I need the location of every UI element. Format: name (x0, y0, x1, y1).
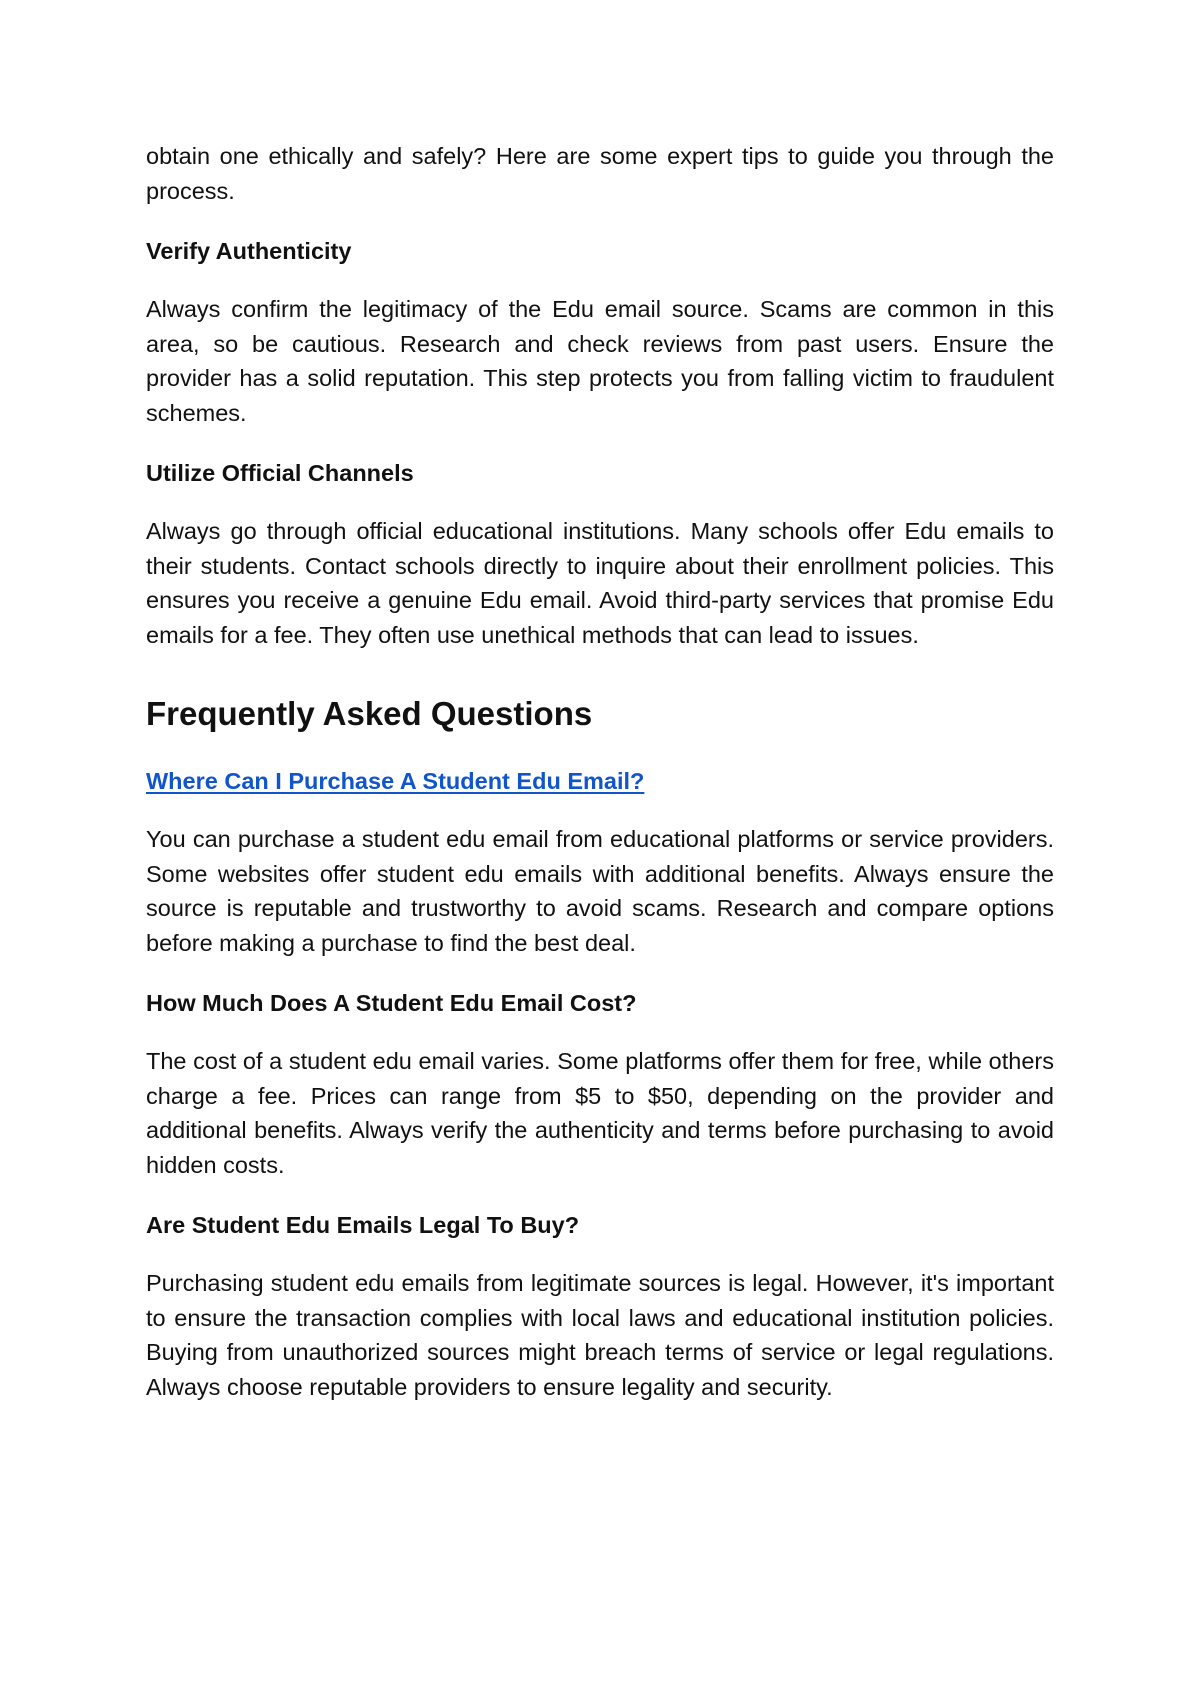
faq-question: How Much Does A Student Edu Email Cost? (146, 990, 637, 1016)
section-body-verify-authenticity: Always confirm the legitimacy of the Edu email source. Scams are common in this area, so be cautious. Research and check reviews from past users. Ensure the provider has a solid reputation. This step protects you from falling victim to fraudulent schemes. (146, 296, 1054, 426)
section-heading-verify-authenticity: Verify Authenticity (146, 238, 352, 264)
faq-question-link[interactable] (146, 764, 1054, 798)
faq-answer: The cost of a student edu email varies. Some platforms offer them for free, while others charge a fee. Prices can range from $5 to $50, depending on the provider and additional benefits. Always verify the authenticity and terms before purchasing to avoid hidden costs. (146, 1048, 1054, 1178)
section-heading-utilize-official-channels: Utilize Official Channels (146, 460, 414, 486)
faq-answer: Purchasing student edu emails from legitimate sources is legal. However, it's important to ensure the transaction complies with local laws and educational institution policies. Buying from unauthorized sources might breach terms of service or legal regulations. Always choose reputable providers to ensure legality and security. (146, 1270, 1054, 1400)
faq-answer: You can purchase a student edu email from educational platforms or service providers. Some websites offer student edu emails with additional benefits. Always ensure the source is reputable and trustworthy to avoid scams. Research and compare options before making a purchase to find the best deal. (146, 826, 1054, 956)
faq-title: Frequently Asked Questions (146, 695, 593, 732)
document-page (146, 139, 1054, 1404)
faq-question-purchase-link[interactable]: Where Can I Purchase A Student Edu Email? (146, 768, 645, 794)
faq-question: Are Student Edu Emails Legal To Buy? (146, 1212, 580, 1238)
intro-paragraph: obtain one ethically and safely? Here are some expert tips to guide you through the process. (146, 143, 1054, 204)
section-body-utilize-official-channels: Always go through official educational institutions. Many schools offer Edu emails to their students. Contact schools directly to inquire about their enrollment policies. This ensures you receive a genuine Edu email. Avoid third-party services that promise Edu emails for a fee. They often use unethical methods that can lead to issues. (146, 518, 1054, 648)
